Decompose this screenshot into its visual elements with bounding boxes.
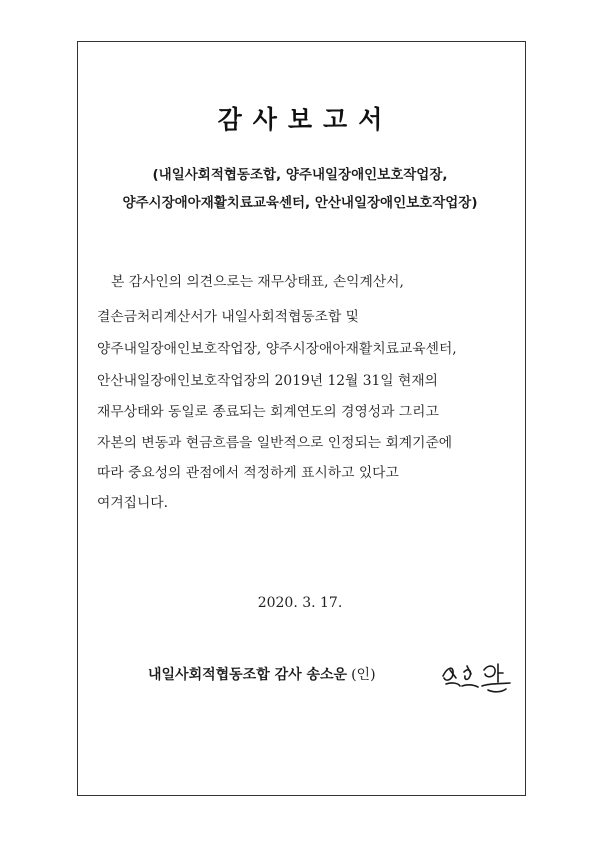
body-line-7: 따라 중요성의 관점에서 적정하게 표시하고 있다고: [97, 465, 399, 481]
document-title: 감사보고서: [217, 105, 394, 134]
body-line-2: 결손금처리계산서가 내일사회적협동조합 및: [97, 309, 359, 325]
body-line-5: 재무상태와 동일로 종료되는 회계연도의 경영성과 그리고: [97, 404, 439, 420]
handwritten-signature: [440, 656, 514, 696]
signature-line: [148, 664, 376, 694]
body-line-1: 본 감사인의 의견으로는 재무상태표, 손익계산서,: [111, 274, 404, 290]
body-line-6: 자본의 변동과 현금흐름을 일반적으로 인정되는 회계기준에: [97, 435, 453, 451]
report-date: 2020. 3. 17.: [257, 595, 343, 611]
subtitle-line-1: (내일사회적협동조합, 양주내일장애인보호작업장,: [152, 167, 448, 183]
signatory-name: 내일사회적협동조합 감사 송소운: [148, 667, 348, 683]
body-line-4: 안산내일장애인보호작업장의 2019년 12월 31일 현재의: [97, 373, 438, 389]
seal-mark: (인): [351, 667, 376, 683]
body-line-8: 여겨집니다.: [97, 495, 169, 511]
body-line-3: 양주내일장애인보호작업장, 양주시장애아재활치료교육센터,: [97, 341, 457, 357]
subtitle-line-2: 양주시장애아재활치료교육센터, 안산내일장애인보호작업장): [122, 195, 478, 211]
